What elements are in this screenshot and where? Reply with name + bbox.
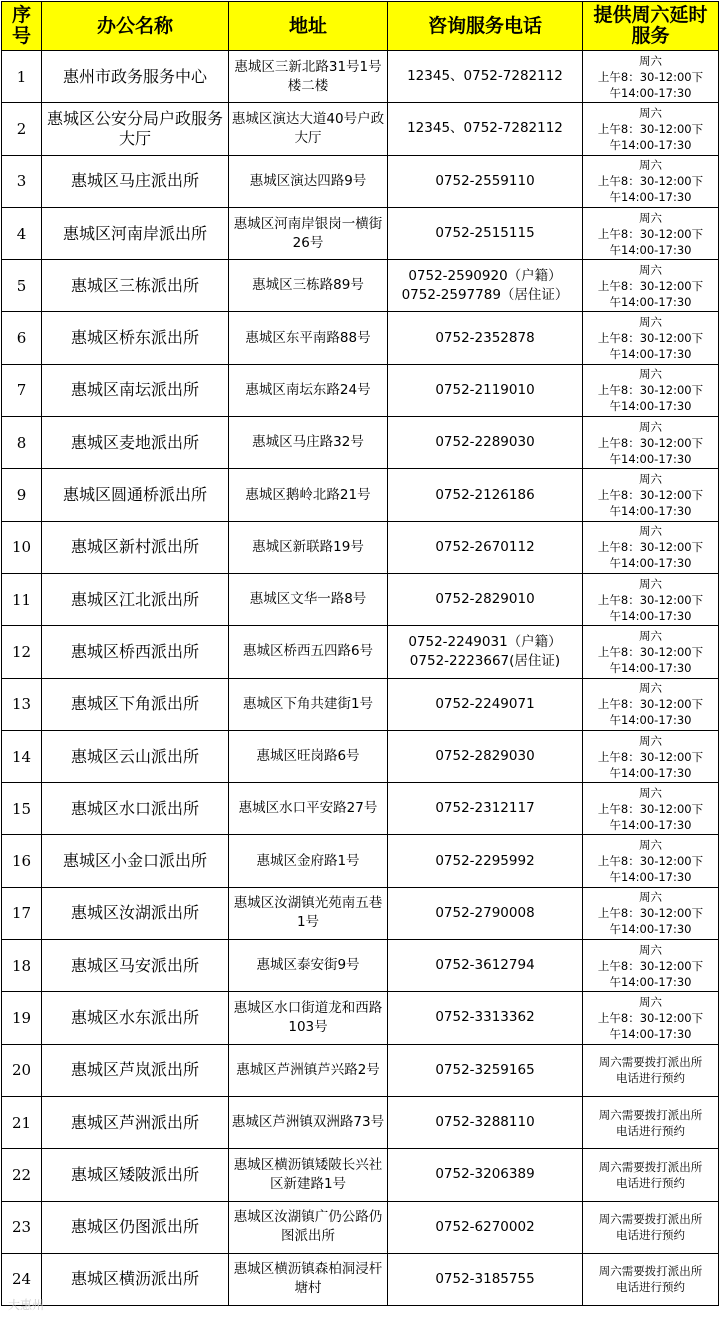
saturday-service	[583, 1149, 719, 1201]
service-line: 周六	[639, 628, 662, 643]
watermark: 大惠州	[8, 1298, 45, 1312]
office-name: 惠城区马庄派出所	[42, 155, 229, 207]
service-line: 午14:00-17:30	[609, 713, 692, 728]
office-name: 惠城区汝湖派出所	[42, 887, 229, 939]
row-number: 22	[2, 1149, 42, 1201]
service-line: 午14:00-17:30	[609, 242, 692, 257]
office-name: 惠城区马安派出所	[42, 940, 229, 992]
row-number: 24	[2, 1253, 42, 1305]
service-line: 周六	[639, 524, 662, 539]
office-name: 惠城区圆通桥派出所	[42, 469, 229, 521]
service-line: 午14:00-17:30	[609, 974, 692, 989]
office-phone	[388, 521, 583, 573]
row-number: 16	[2, 835, 42, 887]
office-address: 惠城区横沥镇矮陂长兴社区新建路1号	[229, 1149, 388, 1201]
saturday-service	[583, 1044, 719, 1096]
service-line: 午14:00-17:30	[609, 922, 692, 937]
saturday-service	[583, 783, 719, 835]
row-number: 12	[2, 626, 42, 678]
office-name: 惠城区仍图派出所	[42, 1201, 229, 1253]
phone-line: 0752-2597789（居住证）	[401, 286, 569, 303]
office-name: 惠城区下角派出所	[42, 678, 229, 730]
phone-line: 0752-2590920（户籍）	[408, 267, 562, 284]
row-number: 9	[2, 469, 42, 521]
saturday-service	[583, 835, 719, 887]
office-phone	[388, 51, 583, 103]
table-row	[2, 730, 719, 782]
table-row	[2, 1044, 719, 1096]
row-number: 20	[2, 1044, 42, 1096]
service-line: 午14:00-17:30	[609, 870, 692, 885]
phone-line: 0752-2829010	[435, 591, 535, 608]
office-phone	[388, 417, 583, 469]
row-number: 2	[2, 103, 42, 155]
office-address: 惠城区鹅岭北路21号	[229, 469, 388, 521]
service-line: 周六	[639, 262, 662, 277]
office-phone	[388, 364, 583, 416]
phone-line: 0752-2119010	[435, 381, 535, 398]
phone-line: 0752-2312117	[435, 800, 535, 817]
office-name: 惠城区桥东派出所	[42, 312, 229, 364]
phone-line: 0752-2126186	[435, 486, 535, 503]
service-line: 周六	[639, 576, 662, 591]
row-number: 8	[2, 417, 42, 469]
table-body	[2, 51, 719, 1306]
row-number: 14	[2, 730, 42, 782]
phone-line: 0752-2249031（户籍）	[408, 633, 562, 650]
service-line: 午14:00-17:30	[609, 347, 692, 362]
table-row	[2, 783, 719, 835]
office-address: 惠城区汝湖镇光苑南五巷1号	[229, 887, 388, 939]
office-name: 惠城区三栋派出所	[42, 260, 229, 312]
table-row	[2, 364, 719, 416]
service-line: 上午8：30-12:00下	[597, 906, 704, 921]
office-address: 惠城区水口平安路27号	[229, 783, 388, 835]
phone-line: 0752-2515115	[435, 225, 535, 242]
office-address: 惠城区金府路1号	[229, 835, 388, 887]
service-line: 周六	[639, 942, 662, 957]
service-line: 午14:00-17:30	[609, 1026, 692, 1041]
service-line: 周六	[639, 472, 662, 487]
service-line: 电话进行预约	[616, 1280, 685, 1295]
office-phone	[388, 1149, 583, 1201]
service-line: 上午8：30-12:00下	[597, 383, 704, 398]
table-row	[2, 103, 719, 155]
service-line: 午14:00-17:30	[609, 451, 692, 466]
office-address: 惠城区三栋路89号	[229, 260, 388, 312]
service-line: 上午8：30-12:00下	[597, 958, 704, 973]
phone-line: 12345、0752-7282112	[407, 120, 563, 137]
service-line: 上午8：30-12:00下	[597, 1010, 704, 1025]
office-phone	[388, 1096, 583, 1148]
saturday-service	[583, 207, 719, 259]
phone-line: 0752-2559110	[435, 172, 535, 189]
header-no: 序号	[2, 2, 42, 51]
table-row	[2, 417, 719, 469]
office-phone	[388, 155, 583, 207]
office-phone	[388, 312, 583, 364]
table-row	[2, 940, 719, 992]
phone-line: 0752-2249071	[435, 695, 535, 712]
office-phone	[388, 103, 583, 155]
saturday-service	[583, 1096, 719, 1148]
row-number: 3	[2, 155, 42, 207]
service-line: 上午8：30-12:00下	[597, 226, 704, 241]
service-line: 周六	[639, 890, 662, 905]
office-phone	[388, 207, 583, 259]
service-line: 周六	[639, 994, 662, 1009]
saturday-service	[583, 51, 719, 103]
service-line: 周六需要拨打派出所	[598, 1107, 703, 1122]
office-phone	[388, 626, 583, 678]
service-line: 周六需要拨打派出所	[598, 1055, 703, 1070]
office-name: 惠城区新村派出所	[42, 521, 229, 573]
office-address: 惠城区南坛东路24号	[229, 364, 388, 416]
table-row	[2, 521, 719, 573]
phone-line: 0752-2295992	[435, 852, 535, 869]
table-row	[2, 1096, 719, 1148]
office-phone	[388, 573, 583, 625]
table-row	[2, 155, 719, 207]
phone-line: 0752-2352878	[435, 329, 535, 346]
service-line: 午14:00-17:30	[609, 556, 692, 571]
office-address: 惠城区演达四路9号	[229, 155, 388, 207]
office-phone	[388, 835, 583, 887]
table-row	[2, 573, 719, 625]
saturday-service	[583, 1201, 719, 1253]
service-line: 上午8：30-12:00下	[597, 69, 704, 84]
header-address: 地址	[229, 2, 388, 51]
office-phone	[388, 1201, 583, 1253]
service-line: 周六	[639, 367, 662, 382]
service-line: 午14:00-17:30	[609, 504, 692, 519]
office-phone	[388, 260, 583, 312]
row-number: 13	[2, 678, 42, 730]
service-line: 上午8：30-12:00下	[597, 749, 704, 764]
service-line: 上午8：30-12:00下	[597, 278, 704, 293]
phone-line: 0752-2790008	[435, 904, 535, 921]
service-line: 午14:00-17:30	[609, 137, 692, 152]
service-line: 周六	[639, 53, 662, 68]
saturday-service	[583, 364, 719, 416]
table-row	[2, 992, 719, 1044]
office-name: 惠城区河南岸派出所	[42, 207, 229, 259]
service-line: 上午8：30-12:00下	[597, 540, 704, 555]
row-number: 15	[2, 783, 42, 835]
service-line: 上午8：30-12:00下	[597, 854, 704, 869]
office-phone	[388, 783, 583, 835]
service-line: 上午8：30-12:00下	[597, 488, 704, 503]
phone-line: 0752-6270002	[435, 1218, 535, 1235]
table-row	[2, 469, 719, 521]
office-address: 惠城区泰安街9号	[229, 940, 388, 992]
phone-line: 0752-3313362	[435, 1009, 535, 1026]
row-number: 5	[2, 260, 42, 312]
table-row	[2, 1253, 719, 1305]
office-name: 惠城区水口派出所	[42, 783, 229, 835]
service-line: 周六	[639, 838, 662, 853]
table-row	[2, 835, 719, 887]
phone-line: 0752-2223667(居住证)	[409, 652, 561, 669]
service-line: 电话进行预约	[616, 1071, 685, 1086]
service-line: 电话进行预约	[616, 1175, 685, 1190]
office-name: 惠城区水东派出所	[42, 992, 229, 1044]
office-phone	[388, 730, 583, 782]
row-number: 18	[2, 940, 42, 992]
table-row	[2, 51, 719, 103]
office-phone	[388, 887, 583, 939]
phone-line: 0752-2829030	[435, 748, 535, 764]
service-line: 上午8：30-12:00下	[597, 331, 704, 346]
saturday-service	[583, 260, 719, 312]
office-address: 惠城区水口街道龙和西路103号	[229, 992, 388, 1044]
service-office-table	[1, 1, 719, 1306]
saturday-service	[583, 1253, 719, 1305]
office-name: 惠城区南坛派出所	[42, 364, 229, 416]
phone-line: 0752-3206389	[435, 1166, 535, 1183]
table-row	[2, 678, 719, 730]
office-address: 惠城区马庄路32号	[229, 417, 388, 469]
office-address: 惠城区下角共建街1号	[229, 678, 388, 730]
table-header-row	[2, 2, 719, 51]
office-phone	[388, 992, 583, 1044]
office-name: 惠城区横沥派出所	[42, 1253, 229, 1305]
service-line: 周六	[639, 785, 662, 800]
row-number: 23	[2, 1201, 42, 1253]
row-number: 4	[2, 207, 42, 259]
service-line: 周六需要拨打派出所	[598, 1212, 703, 1227]
saturday-service	[583, 417, 719, 469]
service-line: 周六需要拨打派出所	[598, 1264, 703, 1279]
saturday-service	[583, 469, 719, 521]
office-address: 惠城区汝湖镇广仍公路仍图派出所	[229, 1201, 388, 1253]
saturday-service	[583, 730, 719, 782]
header-name: 办公名称	[42, 2, 229, 51]
office-address: 惠城区河南岸银岗一横街26号	[229, 207, 388, 259]
office-phone	[388, 469, 583, 521]
service-line: 上午8：30-12:00下	[597, 592, 704, 607]
office-address: 惠城区文华一路8号	[229, 573, 388, 625]
row-number: 10	[2, 521, 42, 573]
office-phone	[388, 1253, 583, 1305]
table-row	[2, 1201, 719, 1253]
service-line: 午14:00-17:30	[609, 294, 692, 309]
phone-line: 12345、0752-7282112	[407, 68, 563, 85]
office-phone	[388, 940, 583, 992]
saturday-service	[583, 155, 719, 207]
saturday-service	[583, 521, 719, 573]
office-address: 惠城区芦洲镇芦兴路2号	[229, 1044, 388, 1096]
table-row	[2, 207, 719, 259]
saturday-service	[583, 940, 719, 992]
table-row	[2, 626, 719, 678]
service-line: 午14:00-17:30	[609, 608, 692, 623]
saturday-service	[583, 312, 719, 364]
saturday-service	[583, 573, 719, 625]
table-row	[2, 312, 719, 364]
office-name: 惠城区矮陂派出所	[42, 1149, 229, 1201]
office-name: 惠城区桥西派出所	[42, 626, 229, 678]
office-phone	[388, 1044, 583, 1096]
phone-line: 0752-3612794	[435, 957, 535, 974]
service-line: 周六	[639, 315, 662, 330]
phone-line: 0752-3185755	[435, 1270, 535, 1287]
service-line: 午14:00-17:30	[609, 660, 692, 675]
saturday-service	[583, 626, 719, 678]
row-number: 6	[2, 312, 42, 364]
row-number: 19	[2, 992, 42, 1044]
service-line: 上午8：30-12:00下	[597, 697, 704, 712]
service-line: 周六	[639, 681, 662, 696]
row-number: 1	[2, 51, 42, 103]
table-row	[2, 260, 719, 312]
saturday-service	[583, 678, 719, 730]
office-address: 惠城区芦洲镇双洲路73号	[229, 1096, 388, 1148]
service-line: 周六	[639, 419, 662, 434]
row-number: 17	[2, 887, 42, 939]
service-line: 周六	[639, 158, 662, 173]
office-name: 惠城区江北派出所	[42, 573, 229, 625]
office-name: 惠州市政务服务中心	[42, 51, 229, 103]
service-line: 午14:00-17:30	[609, 85, 692, 100]
row-number: 11	[2, 573, 42, 625]
table-row	[2, 887, 719, 939]
table-row	[2, 1149, 719, 1201]
header-phone: 咨询服务电话	[388, 2, 583, 51]
office-address: 惠城区三新北路31号1号楼二楼	[229, 51, 388, 103]
service-line: 上午8：30-12:00下	[597, 435, 704, 450]
office-address: 惠城区旺岗路6号	[229, 730, 388, 782]
service-line: 周六	[639, 105, 662, 120]
service-line: 电话进行预约	[616, 1123, 685, 1138]
office-phone	[388, 678, 583, 730]
service-line: 周六需要拨打派出所	[598, 1159, 703, 1174]
office-address: 惠城区新联路19号	[229, 521, 388, 573]
saturday-service	[583, 992, 719, 1044]
office-name: 惠城区芦洲派出所	[42, 1096, 229, 1148]
service-line: 电话进行预约	[616, 1228, 685, 1243]
phone-line: 0752-2670112	[435, 538, 535, 555]
office-name: 惠城区芦岚派出所	[42, 1044, 229, 1096]
office-address: 惠城区桥西五四路6号	[229, 626, 388, 678]
service-line: 周六	[639, 733, 662, 748]
saturday-service	[583, 103, 719, 155]
phone-line: 0752-3259165	[435, 1061, 535, 1078]
service-line: 午14:00-17:30	[609, 190, 692, 205]
phone-line: 0752-3288110	[435, 1114, 535, 1131]
service-line: 周六	[639, 210, 662, 225]
office-name: 惠城区公安分局户政服务大厅	[42, 103, 229, 155]
header-saturday-service: 提供周六延时服务	[583, 2, 719, 51]
office-name: 惠城区麦地派出所	[42, 417, 229, 469]
phone-line: 0752-2289030	[435, 434, 535, 451]
saturday-service	[583, 887, 719, 939]
office-name: 惠城区云山派出所	[42, 730, 229, 782]
service-line: 午14:00-17:30	[609, 765, 692, 780]
service-line: 午14:00-17:30	[609, 817, 692, 832]
service-line: 上午8：30-12:00下	[597, 174, 704, 189]
row-number: 21	[2, 1096, 42, 1148]
service-line: 上午8：30-12:00下	[597, 121, 704, 136]
office-address: 惠城区东平南路88号	[229, 312, 388, 364]
service-line: 午14:00-17:30	[609, 399, 692, 414]
service-line: 上午8：30-12:00下	[597, 644, 704, 659]
office-address: 惠城区横沥镇森柏洞浸杆塘村	[229, 1253, 388, 1305]
service-line: 上午8：30-12:00下	[597, 801, 704, 816]
row-number: 7	[2, 364, 42, 416]
office-address: 惠城区演达大道40号户政大厅	[229, 103, 388, 155]
office-name: 惠城区小金口派出所	[42, 835, 229, 887]
